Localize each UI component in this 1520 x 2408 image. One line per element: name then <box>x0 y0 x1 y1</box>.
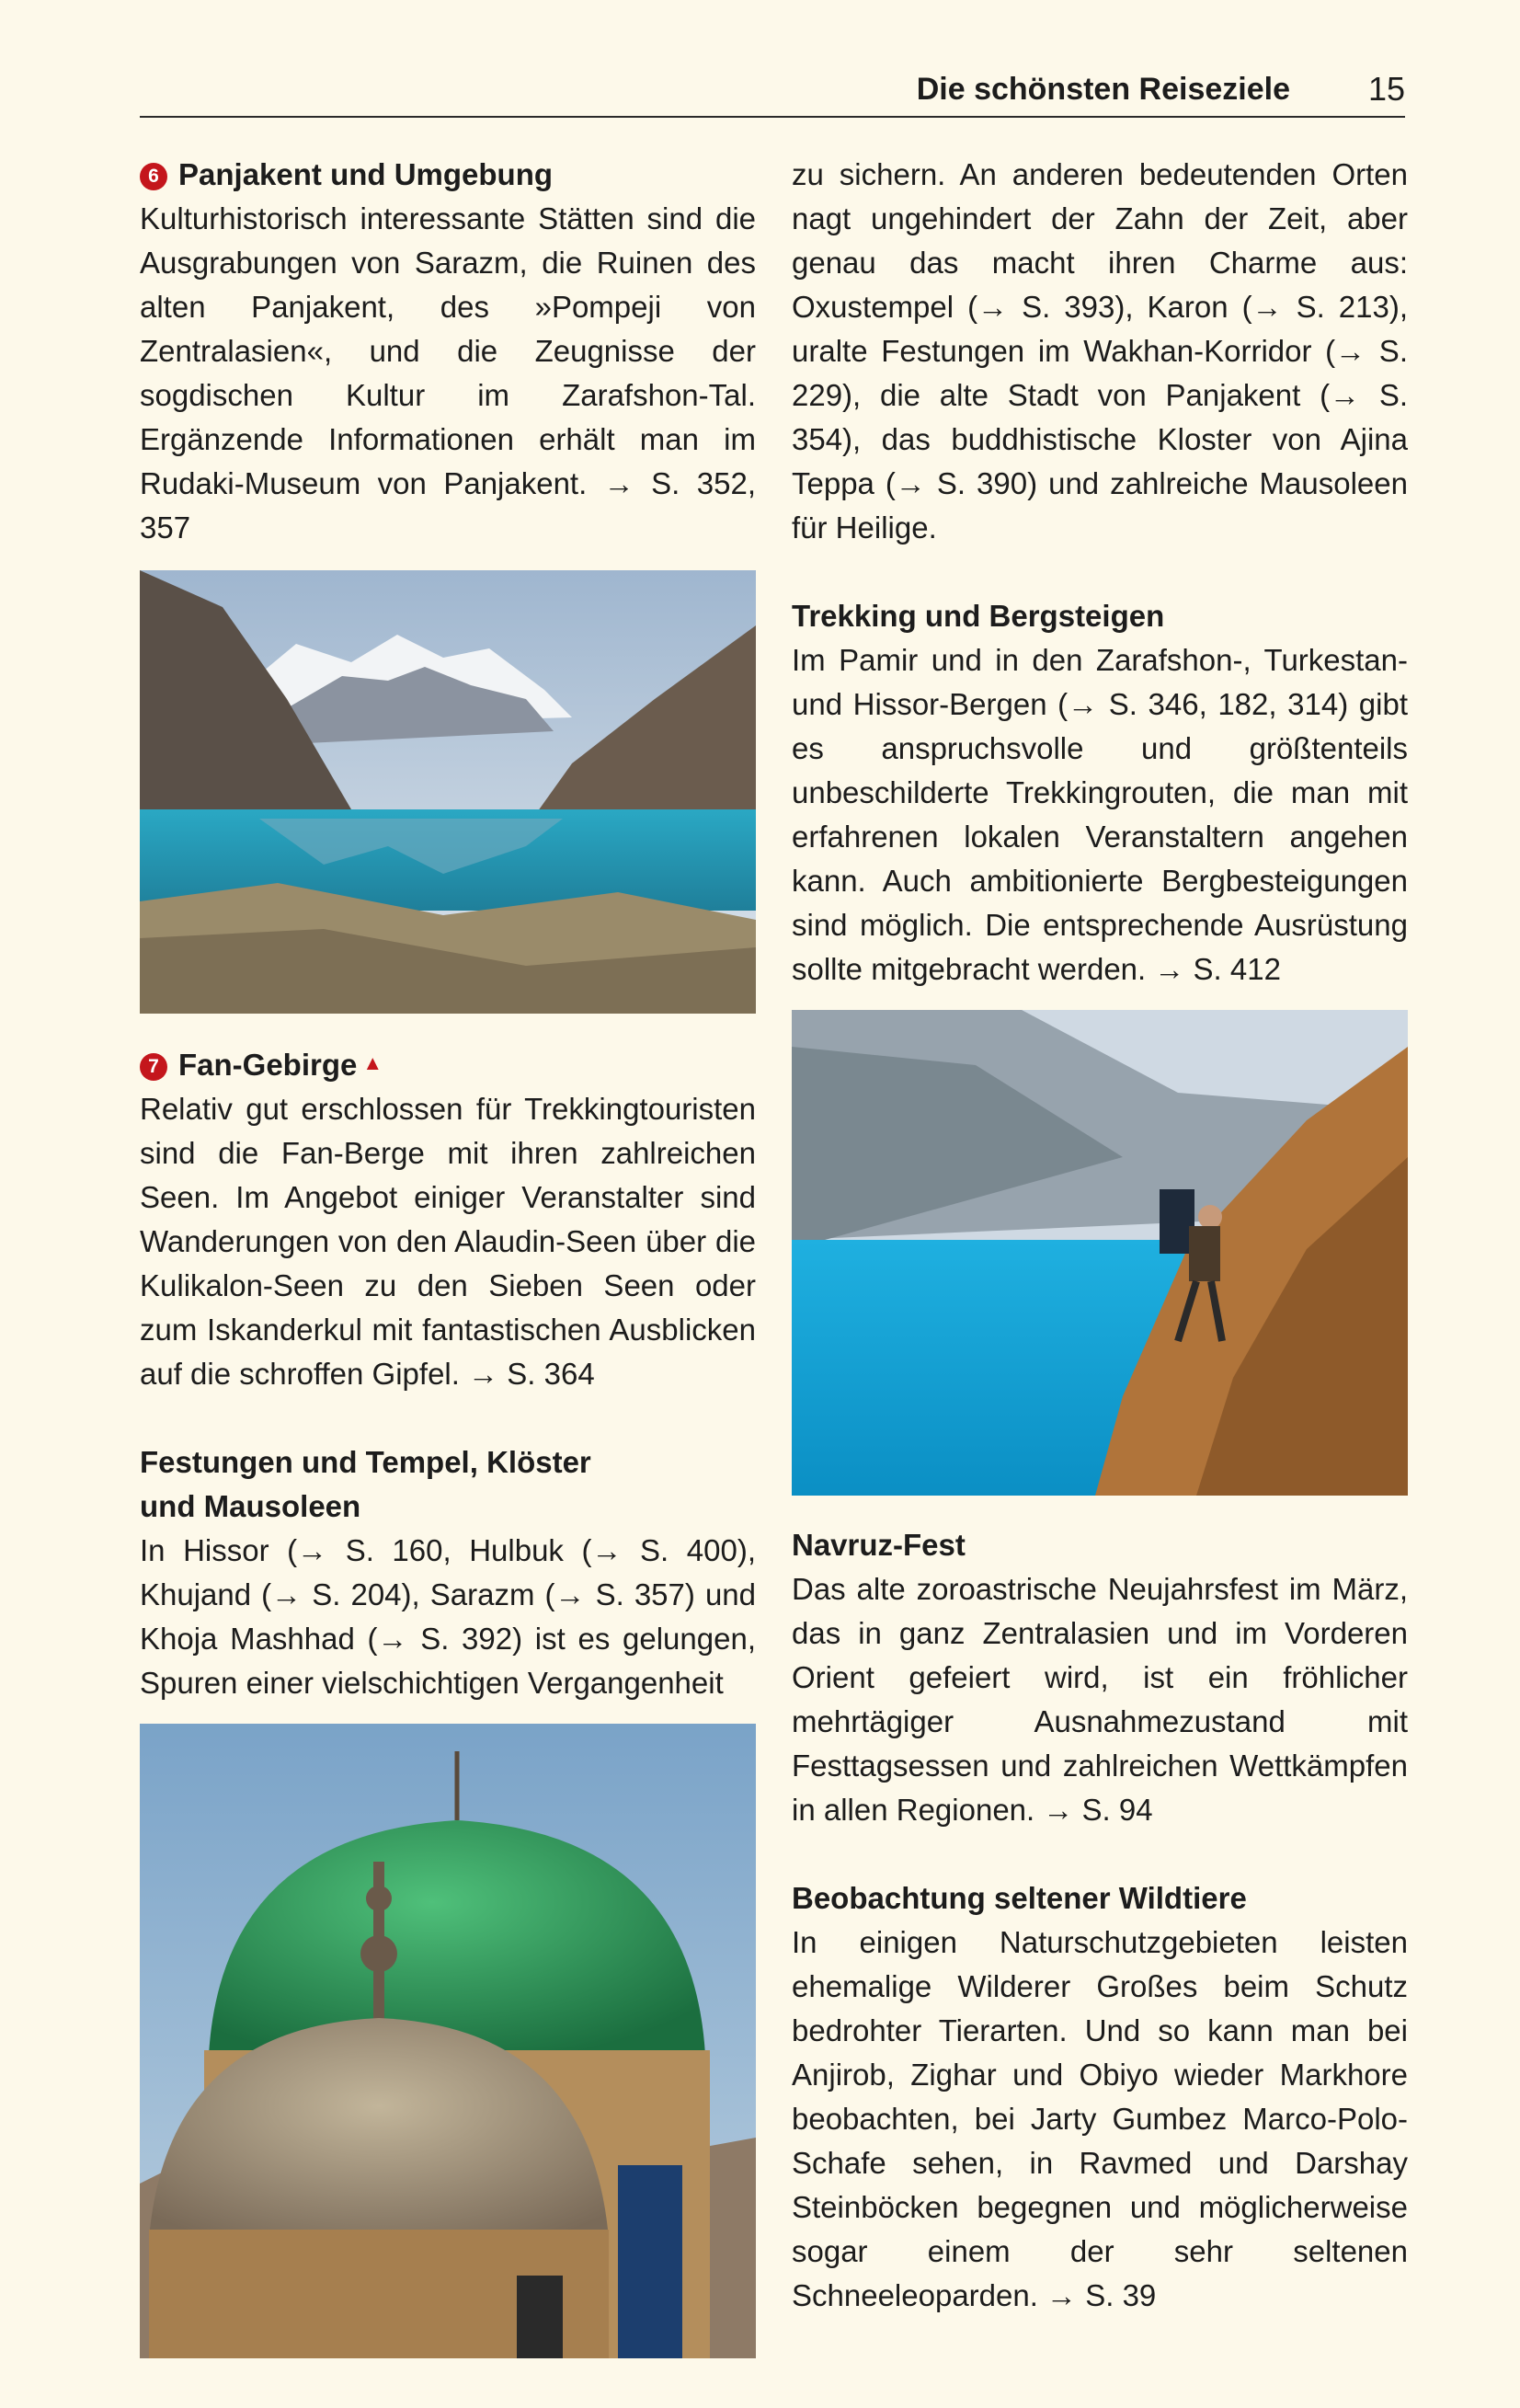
text-trekking: Im Pamir und in den Zarafshon-, Turkestan- und Hissor-Bergen (→ S. 346, 182, 314) gibt es anspruchsvolle und größtenteils unbeschilderte Trekkingrouten, die man mit erfahrenen lokalen Veranstaltern angehen kann. Auch ambitionierte Bergbesteigungen sind möglich. Die entsprechende Ausrüstung sollte mitgebracht werden. → S. 412 <box>792 643 1408 986</box>
heading-navruz: Navruz-Fest <box>792 1528 966 1562</box>
heading-text: Panjakent und Umgebung <box>178 157 554 191</box>
heading-trekking: Trekking und Bergsteigen <box>792 599 1165 633</box>
right-column <box>792 153 1408 2318</box>
heading-wildtiere: Beobachtung seltener Wildtiere <box>792 1881 1247 1915</box>
page-header <box>140 66 1405 118</box>
heading-festungen-2: und Mausoleen <box>140 1489 361 1523</box>
left-column <box>140 153 756 2358</box>
number-circle-icon: 7 <box>140 1053 167 1081</box>
photo-trekker-lake <box>792 1010 1408 1496</box>
heading-festungen-1: Festungen und Tempel, Klöster <box>140 1445 591 1479</box>
text-festungen: In Hissor (→ S. 160, Hulbuk (→ S. 400), Khujand (→ S. 204), Sarazm (→ S. 357) und Khoja Mashhad (→ S. 392) ist es gelungen, Spuren einer vielschichtigen Vergangenheit <box>140 1533 756 1700</box>
heading-panjakent <box>140 153 756 197</box>
text-fan-gebirge: Relativ gut erschlossen für Trekkingtouristen sind die Fan-Berge mit ihren zahlreichen Seen. Im Angebot einiger Veranstalter sind Wanderungen von den Alaudin-Seen über die Kulikalon-Seen zu den Sieben Seen oder zum Iskanderkul mit fantastischen Ausblicken auf die schroffen Gipfel. → S. 364 <box>140 1092 756 1391</box>
photo-mountain-lake <box>140 570 756 1014</box>
text-festungen-cont: zu sichern. An anderen bedeutenden Orten nagt ungehindert der Zahn der Zeit, aber genau das macht ihren Charme aus: Oxustempel (→ S. 393), Karon (→ S. 213), uralte Festungen im Wakhan-Korridor (→ S. 229), die alte Stadt von Panjakent (→ S. 354), das buddhistische Kloster von Ajina Teppa (→ S. 390) und zahlreiche Mausoleen für Heilige. <box>792 157 1408 545</box>
section-title: Die schönsten Reiseziele <box>916 72 1290 107</box>
page-number: 15 <box>1367 70 1405 108</box>
text-wildtiere: In einigen Naturschutzgebieten leisten ehemalige Wilderer Großes beim Schutz bedrohter Tierarten. Und so kann man bei Anjirob, Zighar und Obiyo wieder Markhore beobachten, bei Jarty Gumbez Marco-Polo-Schafe sehen, in Ravmed und Darshay Steinböcken begegnen und möglicherweise sogar einem der sehr seltenen Schneeleoparden. → S. 39 <box>792 1925 1408 2312</box>
number-circle-icon: 6 <box>140 163 167 190</box>
triangle-marker-icon: ▲ <box>362 1051 383 1074</box>
text-panjakent: Kulturhistorisch interessante Stätten sind die Ausgrabungen von Sarazm, die Ruinen des alten Panjakent, des »Pompeji von Zentralasien«, und die Zeugnisse der sogdischen Kultur im Zarafshon-Tal. Ergänzende Informationen erhält man im Rudaki-Museum von Panjakent. → S. 352, 357 <box>140 201 756 545</box>
photo-mausoleum-dome <box>140 1724 756 2358</box>
heading-fan-gebirge <box>140 1041 756 1087</box>
text-navruz: Das alte zoroastrische Neujahrsfest im März, das in ganz Zentralasien und im Vorderen Orient gefeiert wird, ist ein fröhlicher mehrtägiger Ausnahmezustand mit Festtagsessen und zahlreichen Wettkämpfen in allen Regionen. → S. 94 <box>792 1572 1408 1827</box>
heading-text: Fan-Gebirge <box>178 1048 358 1082</box>
